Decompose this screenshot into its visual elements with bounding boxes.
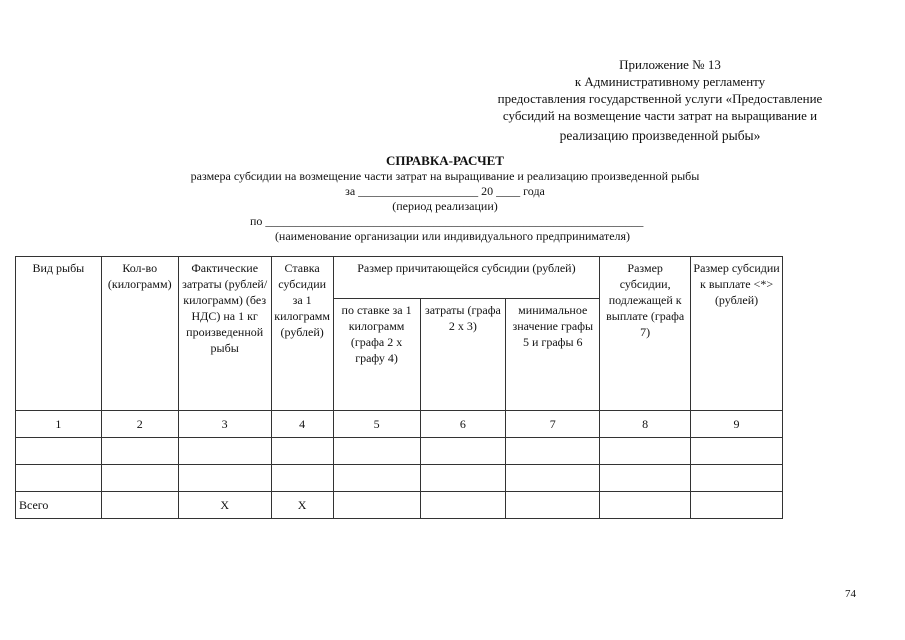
header-costs: затраты (графа 2 х 3) xyxy=(420,298,506,410)
table-cell xyxy=(271,438,333,465)
table-cell xyxy=(506,465,600,492)
table-cell xyxy=(506,438,600,465)
header-fish-type: Вид рыбы xyxy=(16,257,102,411)
appendix-line-4: субсидий на возмещение части затрат на выращивание и xyxy=(502,108,818,123)
header-subsidy-to-pay: Размер субсидии к выплате <*> (рублей) xyxy=(691,257,783,411)
header-subsidy-payable: Размер субсидии, подлежащей к выплате (графа 7) xyxy=(600,257,691,411)
subsidy-calculation-table xyxy=(15,256,783,519)
table-cell xyxy=(101,492,178,519)
header-subsidy-rate: Ставка субсидии за 1 килограмм (рублей) xyxy=(271,257,333,411)
table-cell xyxy=(600,438,691,465)
table-cell xyxy=(101,438,178,465)
column-number: 2 xyxy=(101,411,178,438)
table-cell xyxy=(333,465,420,492)
column-number-row xyxy=(16,411,783,438)
table-cell xyxy=(420,438,506,465)
table-row xyxy=(16,438,783,465)
table-cell xyxy=(600,492,691,519)
header-by-rate: по ставке за 1 килограмм (графа 2 х графу 4) xyxy=(333,298,420,410)
table-cell xyxy=(178,465,271,492)
column-number: 7 xyxy=(506,411,600,438)
header-quantity: Кол-во (килограмм) xyxy=(101,257,178,411)
page-number: 74 xyxy=(845,588,856,600)
total-cell-x: Х xyxy=(178,492,271,519)
appendix-line-3: предоставления государственной услуги «Предоставление xyxy=(497,91,823,106)
column-number: 9 xyxy=(691,411,783,438)
table-cell xyxy=(506,492,600,519)
table-cell xyxy=(691,492,783,519)
period-line: за ____________________ 20 ____ года xyxy=(345,184,545,198)
column-number: 5 xyxy=(333,411,420,438)
table-cell xyxy=(178,438,271,465)
table-cell xyxy=(600,465,691,492)
column-number: 4 xyxy=(271,411,333,438)
document-subtitle: размера субсидии на возмещение части затрат на выращивание и реализацию произведенной рыбы xyxy=(190,169,700,183)
total-row xyxy=(16,492,783,519)
column-number: 1 xyxy=(16,411,102,438)
header-minimum: минимальное значение графы 5 и графы 6 xyxy=(506,298,600,410)
header-actual-costs: Фактические затраты (рублей/килограмм) (без НДС) на 1 кг произведенной рыбы xyxy=(178,257,271,411)
table-row xyxy=(16,465,783,492)
table-cell xyxy=(16,465,102,492)
period-caption: (период реализации) xyxy=(392,199,498,213)
organization-line: по _______________________________________________________________ xyxy=(250,214,644,228)
table-cell xyxy=(101,465,178,492)
table-cell xyxy=(16,438,102,465)
table-cell xyxy=(333,438,420,465)
total-label: Всего xyxy=(16,492,102,519)
appendix-line-2: к Административному регламенту xyxy=(574,74,766,89)
document-title: СПРАВКА-РАСЧЕТ xyxy=(386,153,504,168)
column-number: 6 xyxy=(420,411,506,438)
table-cell xyxy=(333,492,420,519)
table-cell xyxy=(271,465,333,492)
header-subsidy-group: Размер причитающейся субсидии (рублей) xyxy=(333,257,600,299)
appendix-line-5: реализацию произведенной рыбы» xyxy=(559,128,761,143)
column-number: 8 xyxy=(600,411,691,438)
appendix-line-1: Приложение № 13 xyxy=(619,57,721,72)
table-cell xyxy=(691,465,783,492)
table-cell xyxy=(420,465,506,492)
table-cell xyxy=(691,438,783,465)
organization-caption: (наименование организации или индивидуального предпринимателя) xyxy=(274,229,631,243)
total-cell-x: Х xyxy=(271,492,333,519)
table-cell xyxy=(420,492,506,519)
appendix-block xyxy=(440,56,880,144)
column-number: 3 xyxy=(178,411,271,438)
